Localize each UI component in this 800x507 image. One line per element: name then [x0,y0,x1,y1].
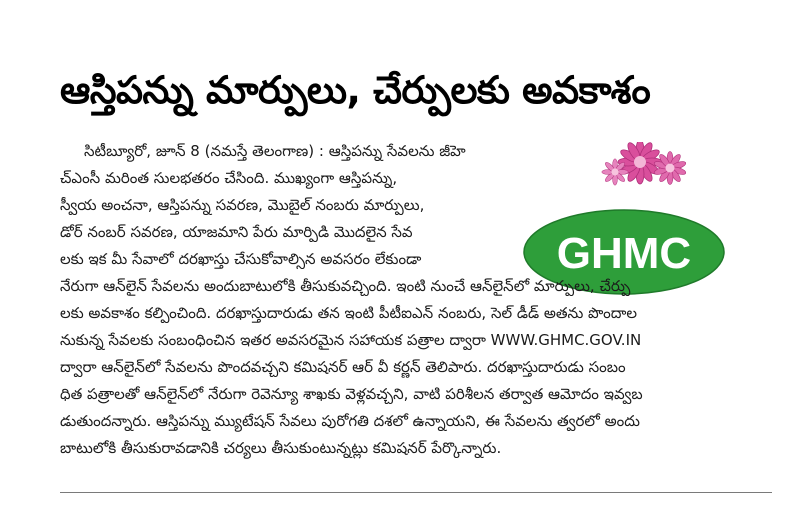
newspaper-clipping [40,52,780,488]
body-line: డోర్ నంబర్ సవరణ, యాజమాని పేరు మార్పిడి మొదలైన సేవ [60,223,413,241]
article-body [60,138,776,462]
body-line: స్వీయ అంచనా, ఆస్తిపన్ను సవరణ, మొబైల్ నంబరు మార్పులు, [60,196,425,214]
body-line: చ్ఎంసీ మరింత సులభతరం చేసింది. ముఖ్యంగా ఆస్తిపన్ను, [60,169,398,187]
bottom-divider [60,492,772,493]
body-line: నుకున్న సేవలకు సంబంధించిన ఇతర అవసరమైన సహాయక పత్రాల ద్వారా WWW.GHMC.GOV.IN [60,331,642,349]
body-line: సిటీబ్యూరో, జూన్ 8 (నమస్తే తెలంగాణ) : ఆస్తిపన్ను సేవలను జీహె [84,142,466,160]
logo-text: GHMC [556,229,692,278]
body-line: డుతుందన్నారు. ఆస్తిపన్ను మ్యుటేషన్ సేవలు పురోగతి దశలో ఉన్నాయని, ఈ సేవలను త్వరలో అందు [60,412,641,430]
body-line: ధిత పత్రాలతో ఆన్‌లైన్‌లో నేరుగా రెవెన్యూ శాఖకు వెళ్లవచ్చని, వాటి పరిశీలన తర్వాత ఆమోదం ఇవ్వబ [60,385,643,403]
body-line: లకు అవకాశం కల్పించింది. దరఖాస్తుదారుడు తన ఇంటి పీటీఐఎన్ నంబరు, సెల్ డీడ్ అతను పొందాల [60,304,637,322]
body-line: ద్వారా ఆన్‌లైన్‌లో సేవలను పొందవచ్చని కమిషనర్ ఆర్ వీ కర్ణన్ తెలిపారు. దరఖాస్తుదారుడు సంబం [60,358,626,376]
body-line: నేరుగా ఆన్‌లైన్ సేవలను అందుబాటులోకి తీసుకువచ్చింది. ఇంటి నుంచే ఆన్‌లైన్‌లో మార్పులు, చేర్పు [60,277,631,295]
body-line: బాటులోకి తీసుకురావడానికి చర్యలు తీసుకుంటున్నట్లు కమిషనర్ పేర్కొన్నారు. [60,439,502,457]
body-line: లకు ఇక మీ సేవాలో దరఖాస్తు చేసుకోవాల్సిన అవసరం లేకుండా [60,250,422,268]
article-headline: ఆస్తిపన్ను మార్పులు, చేర్పులకు అవకాశం [60,68,651,112]
